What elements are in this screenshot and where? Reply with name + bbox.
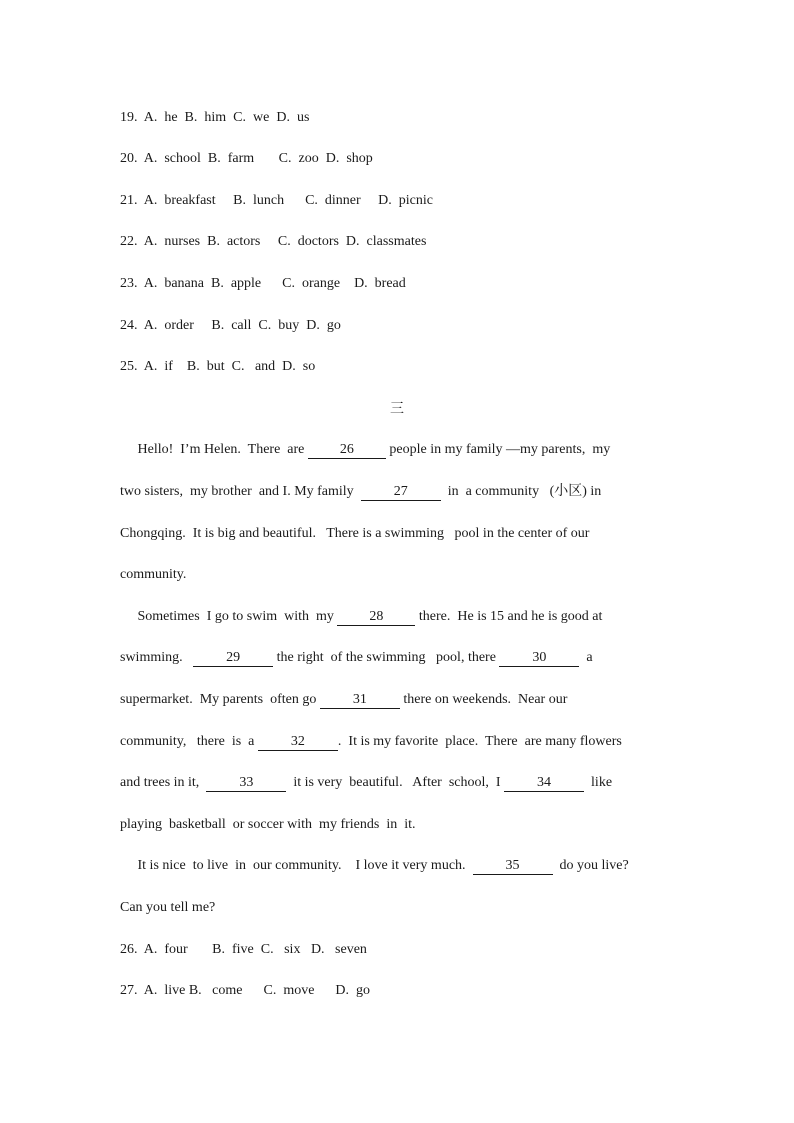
passage-text: a (579, 650, 593, 665)
passage-text: two sisters, my brother and I. My family (120, 484, 361, 499)
passage-text: and trees in it, (120, 775, 207, 790)
passage-line-7 (120, 691, 567, 709)
passage-line-12: Can you tell me? (120, 900, 216, 915)
blank-26: 26 (308, 442, 386, 459)
passage-text: Hello! I’m Helen. There are (120, 442, 308, 457)
passage-text: Sometimes I go to swim with my (120, 609, 338, 624)
blank-29: 29 (193, 650, 273, 667)
passage-text: people in my family —my parents, my (385, 442, 611, 457)
question-27: 27. A. live B. come C. move D. go (120, 983, 371, 998)
blank-34: 34 (504, 775, 584, 792)
passage-text: do you live? (552, 858, 629, 873)
question-24: 24. A. order B. call C. buy D. go (120, 318, 341, 333)
passage-line-1 (120, 441, 610, 459)
blank-33: 33 (206, 775, 286, 792)
question-25: 25. A. if B. but C. and D. so (120, 359, 316, 374)
passage-line-5 (120, 608, 602, 626)
passage-line-3: Chongqing. It is big and beautiful. There is a swimming pool in the center of our (120, 526, 590, 541)
passage-text: swimming. (120, 650, 194, 665)
question-26: 26. A. four B. five C. six D. seven (120, 942, 367, 957)
passage-line-6 (120, 649, 593, 667)
question-23: 23. A. banana B. apple C. orange D. bread (120, 276, 406, 291)
passage-text: there on weekends. Near our (399, 692, 568, 707)
passage-line-10: playing basketball or soccer with my friends in it. (120, 817, 416, 832)
blank-31: 31 (320, 692, 400, 709)
question-22: 22. A. nurses B. actors C. doctors D. classmates (120, 234, 427, 249)
passage-text: . It is my favorite place. There are many flowers (337, 734, 622, 749)
passage-line-2 (120, 483, 601, 501)
passage-line-11 (120, 857, 629, 875)
question-20: 20. A. school B. farm C. zoo D. shop (120, 151, 373, 166)
blank-35: 35 (473, 858, 553, 875)
passage-line-4: community. (120, 567, 187, 582)
question-21: 21. A. breakfast B. lunch C. dinner D. picnic (120, 193, 434, 208)
blank-30: 30 (499, 650, 579, 667)
blank-32: 32 (258, 734, 338, 751)
passage-text: there. He is 15 and he is good at (415, 609, 603, 624)
blank-27: 27 (361, 484, 441, 501)
passage-text: supermarket. My parents often go (120, 692, 320, 707)
blank-28: 28 (337, 609, 415, 626)
passage-text: it is very beautiful. After school, I (286, 775, 505, 790)
passage-text: the right of the swimming pool, there (273, 650, 500, 665)
passage-line-8 (120, 733, 622, 751)
passage-text: It is nice to live in our community. I love it very much. (120, 858, 473, 873)
passage-text: like (584, 775, 613, 790)
section-heading: 三 (390, 402, 404, 417)
passage-line-9 (120, 774, 612, 792)
passage-text: in a community (小区) in (440, 484, 602, 499)
question-19: 19. A. he B. him C. we D. us (120, 110, 310, 125)
passage-text: community, there is a (120, 734, 258, 749)
